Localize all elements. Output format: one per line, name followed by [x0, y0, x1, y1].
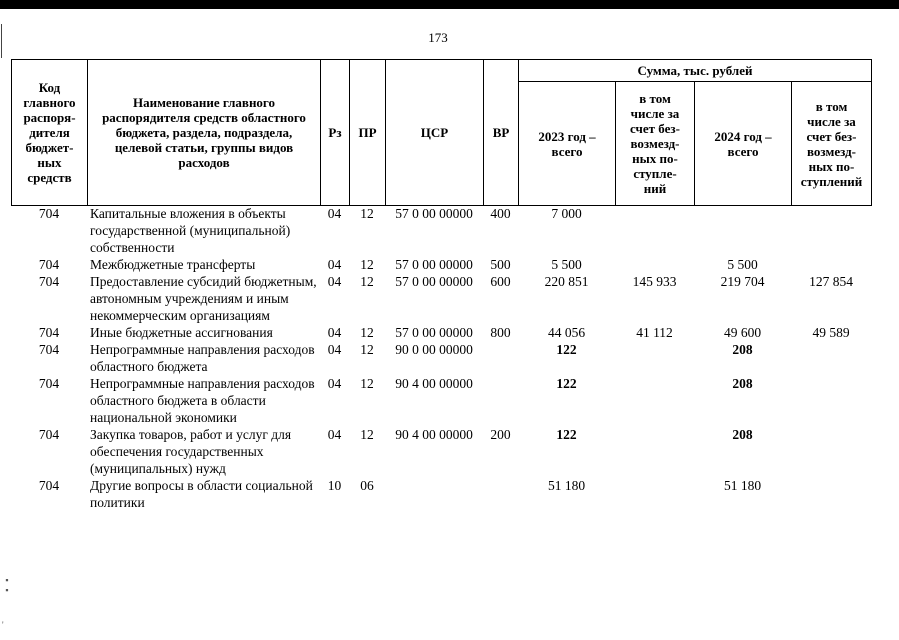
row-2023-free: [615, 256, 694, 273]
row-name: Закупка товаров, работ и услуг для обеспечения государственных (муниципальных) нужд: [90, 427, 292, 476]
row-code: 704: [38, 376, 60, 391]
row-vr: 200: [490, 427, 511, 442]
row-rz: 10: [327, 478, 342, 493]
table-row: [11, 341, 871, 375]
row-2024-free: 127 854: [809, 274, 853, 289]
row-csr: 90 4 00 00000: [395, 376, 473, 391]
header-2024-free: в том числе за счет без-возмезд-ных по-ступлений: [792, 82, 872, 206]
row-2024-total: 208: [732, 342, 753, 357]
row-2023-total: 7 000: [551, 206, 582, 221]
row-name: Другие вопросы в области социальной политики: [90, 478, 313, 510]
table-header: [11, 59, 872, 206]
row-2023-free: 41 112: [636, 325, 673, 340]
page-number: 173: [428, 30, 448, 45]
row-pr: 12: [360, 427, 374, 442]
row-name: Межбюджетные трансферты: [90, 257, 256, 272]
row-name: Предоставление субсидий бюджетным, автономным учреждениям и иным некоммерческим организациям: [90, 274, 317, 323]
row-2024-total: 208: [732, 376, 753, 391]
row-code: 704: [38, 325, 60, 340]
row-rz: 04: [327, 206, 342, 221]
row-csr: 57 0 00 00000: [395, 257, 473, 272]
row-vr: 400: [490, 206, 511, 221]
table-row: [11, 426, 871, 477]
row-rz: 04: [327, 274, 342, 289]
row-pr: 12: [360, 206, 374, 221]
row-name: Непрограммные направления расходов областного бюджета в области национальной экономики: [90, 376, 315, 425]
row-rz: 04: [327, 257, 342, 272]
header-2023-free: в том числе за счет без-возмезд-ных по-ступле-ний: [616, 82, 695, 206]
row-code: 704: [38, 427, 60, 442]
row-vr: [483, 341, 518, 375]
row-csr: 57 0 00 00000: [395, 206, 473, 221]
row-pr: 12: [360, 342, 374, 357]
row-pr: 06: [360, 478, 374, 493]
header-vr: ВР: [484, 60, 519, 206]
table-row: [11, 375, 871, 426]
row-rz: 04: [327, 427, 342, 442]
row-2023-total: 5 500: [551, 257, 582, 272]
row-vr: [483, 477, 518, 511]
row-rz: 04: [327, 325, 342, 340]
row-code: 704: [38, 257, 60, 272]
row-2023-total: 122: [556, 342, 577, 357]
row-csr: [385, 477, 483, 511]
table-row: [11, 205, 871, 256]
table-row: [11, 256, 871, 273]
row-2023-free: [615, 477, 694, 511]
row-2023-free: [615, 375, 694, 426]
row-pr: 12: [360, 325, 374, 340]
row-2024-free: 49 589: [812, 325, 850, 340]
table-row: [11, 324, 871, 341]
row-vr: [483, 375, 518, 426]
row-2023-total: 51 180: [547, 478, 586, 493]
header-code: Код главного распоря-дителя бюджет-ных средств: [12, 60, 88, 206]
row-pr: 12: [360, 376, 374, 391]
header-csr: ЦСР: [386, 60, 484, 206]
row-vr: 800: [490, 325, 511, 340]
scan-margin-mark: ': [2, 620, 4, 630]
row-2024-free: [791, 256, 871, 273]
row-rz: 04: [327, 342, 342, 357]
row-2024-total: 5 500: [727, 257, 758, 272]
row-2024-total: 49 600: [723, 325, 762, 340]
header-2023-total: 2023 год – всего: [519, 82, 616, 206]
header-rz: Рз: [321, 60, 350, 206]
table-body: [11, 205, 871, 511]
row-name: Капитальные вложения в объекты государственной (муниципальной) собственности: [90, 206, 291, 255]
row-csr: 90 4 00 00000: [395, 427, 473, 442]
row-csr: 57 0 00 00000: [395, 325, 473, 340]
row-code: 704: [38, 206, 60, 221]
row-code: 704: [38, 274, 60, 289]
row-code: 704: [38, 478, 60, 493]
row-2023-free: [615, 341, 694, 375]
row-2024-total: 51 180: [723, 478, 762, 493]
scan-margin-mark: ▪▪: [2, 575, 12, 595]
row-pr: 12: [360, 274, 374, 289]
row-pr: 12: [360, 257, 374, 272]
row-2024-total: [694, 205, 791, 256]
row-2023-free: [615, 426, 694, 477]
row-2024-total: 208: [732, 427, 753, 442]
row-2023-total: 44 056: [547, 325, 586, 340]
row-vr: 600: [490, 274, 511, 289]
row-2023-free: 145 933: [632, 274, 677, 289]
header-sum: Сумма, тыс. рублей: [519, 60, 872, 82]
row-2024-total: 219 704: [720, 274, 765, 289]
row-vr: 500: [490, 257, 511, 272]
header-name: Наименование главного распорядителя средств областного бюджета, раздела, подраздела, целевой статьи, группы видов расходов: [88, 60, 321, 206]
row-2024-free: [791, 341, 871, 375]
table-row: [11, 273, 871, 324]
scan-top-border: [0, 0, 899, 9]
row-2023-total: 122: [556, 427, 577, 442]
header-2024-total: 2024 год – всего: [695, 82, 792, 206]
row-2024-free: [791, 477, 871, 511]
table-row: [11, 477, 871, 511]
row-2024-free: [791, 375, 871, 426]
row-2023-total: 220 851: [544, 274, 589, 289]
row-2023-total: 122: [556, 376, 577, 391]
row-code: 704: [38, 342, 60, 357]
row-rz: 04: [327, 376, 342, 391]
row-name: Непрограммные направления расходов областного бюджета: [90, 342, 315, 374]
row-csr: 57 0 00 00000: [395, 274, 473, 289]
row-name: Иные бюджетные ассигнования: [90, 325, 273, 340]
row-2024-free: [791, 426, 871, 477]
header-pr: ПР: [350, 60, 386, 206]
row-2024-free: [791, 205, 871, 256]
row-2023-free: [615, 205, 694, 256]
row-csr: 90 0 00 00000: [395, 342, 473, 357]
